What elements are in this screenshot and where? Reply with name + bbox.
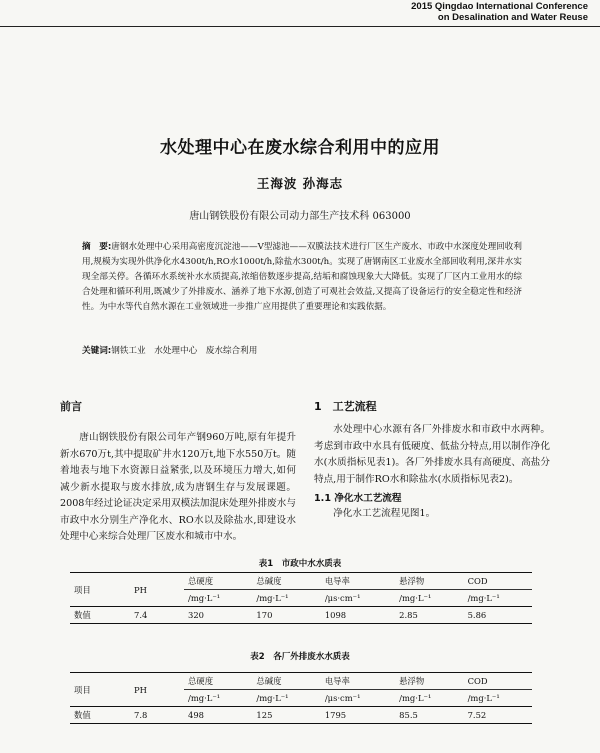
paper-authors: 王海波 孙海志 (256, 176, 344, 191)
process-paragraph: 水处理中心水源有各厂外排废水和市政中水两种。考虑到市政中水具有低硬度、低盐分特点,用以制作净化水(水质指标见表1)。各厂外排废水具有高硬度、高盐分特点,用于制作RO水和除盐水(水质指标见表2)。 (314, 424, 550, 485)
table1-unit-alkalinity: /mg·L⁻¹ (252, 590, 320, 607)
table1-value-cod: 5.86 (464, 607, 532, 624)
table2-value-suspended: 85.5 (395, 707, 463, 724)
table2-row-header: 项目 (70, 673, 130, 707)
intro-heading: 前言 (60, 400, 82, 413)
table1-col-hardness: 总硬度 (184, 573, 252, 590)
table2-col-cod: COD (464, 673, 532, 690)
table2-unit-conductivity: /μs·cm⁻¹ (321, 690, 395, 707)
table2-value-cod: 7.52 (464, 707, 532, 724)
keywords-label: 关键词: (82, 346, 112, 356)
table2-value-hardness: 498 (184, 707, 252, 724)
table2-ph-header: PH (130, 673, 184, 707)
table1-unit-conductivity: /μs·cm⁻¹ (321, 590, 395, 607)
keywords-text: 钢铁工业 水处理中心 废水综合利用 (111, 346, 258, 356)
process-subheading: 1.1 净化水工艺流程 (314, 493, 402, 504)
table1-row-header: 项目 (70, 573, 130, 607)
table2-col-alkalinity: 总碱度 (252, 673, 320, 690)
table2-caption: 表2 各厂外排废水水质表 (250, 652, 350, 662)
table2-value-alkalinity: 125 (252, 707, 320, 724)
table2-value-conductivity: 1795 (321, 707, 395, 724)
table1-col-cod: COD (464, 573, 532, 590)
conference-name-line2: on Desalination and Water Reuse (437, 12, 588, 23)
table2-col-conductivity: 电导率 (321, 673, 395, 690)
process-heading: 1 工艺流程 (314, 400, 377, 413)
table1-ph-header: PH (130, 573, 184, 607)
abstract-label: 摘 要: (82, 242, 112, 252)
table2-col-hardness: 总硬度 (184, 673, 252, 690)
table1-col-conductivity: 电导率 (321, 573, 395, 590)
table2-unit-hardness: /mg·L⁻¹ (184, 690, 252, 707)
table1-value-hardness: 320 (184, 607, 252, 624)
table1-caption: 表1 市政中水水质表 (258, 559, 342, 569)
paper-affiliation: 唐山钢铁股份有限公司动力部生产技术科 063000 (189, 211, 411, 222)
table1-value-label: 数值 (70, 607, 130, 624)
abstract-text: 唐钢水处理中心采用高密度沉淀池——V型滤池——双膜法技术进行厂区生产废水、市政中水深度处理回收利用,规模为实现外供净化水4300t/h,RO水1000t/h,除盐水300t/h。实现了唐钢南区工业废水全部回收利用,深井水实现全部关停。各循环水系统补水水质提高,浓缩倍数逐步提高,结垢和腐蚀现象大大降低。实现了厂区内工业用水的综合处理和循环利用,既减少了外排废水、涵养了地下水源,创造了可观社会效益,又提高了设备运行的安全稳定性和经济性。为中水等代自然水源在工业领域进一步推广应用提供了重要理论和实践依据。 (82, 242, 522, 312)
table1-col-suspended: 悬浮物 (395, 573, 463, 590)
table1-value-alkalinity: 170 (252, 607, 320, 624)
abstract (82, 240, 522, 315)
paper-title: 水处理中心在废水综合利用中的应用 (160, 138, 440, 158)
keywords (82, 344, 522, 356)
table1-unit-hardness: /mg·L⁻¹ (184, 590, 252, 607)
table2 (70, 672, 532, 724)
table1-unit-suspended: /mg·L⁻¹ (395, 590, 463, 607)
intro-paragraph: 唐山钢铁股份有限公司年产钢960万吨,原有年提升新水670万t,其中提取矿井水120万t,地下水550万t。随着地表与地下水资源日益紧张,以及环境压力增大,如何减少新水提取与废水排放,成为唐钢生存与发展课题。2008年经过论证决定采用双模法加混床处理外排废水与市政中水分别生产净化水、RO水以及除盐水,即建设水处理中心来综合处理厂区废水和城市中水。 (60, 432, 296, 542)
table2-value-ph: 7.8 (130, 707, 184, 724)
table1-unit-cod: /mg·L⁻¹ (464, 590, 532, 607)
table1-value-conductivity: 1098 (321, 607, 395, 624)
table1-col-alkalinity: 总碱度 (252, 573, 320, 590)
process-subparagraph: 净化水工艺流程见图1。 (333, 508, 436, 519)
conference-name-line1: 2015 Qingdao International Conference (411, 1, 588, 12)
table1-value-ph: 7.4 (130, 607, 184, 624)
table1 (70, 572, 532, 624)
table2-unit-cod: /mg·L⁻¹ (464, 690, 532, 707)
table2-unit-alkalinity: /mg·L⁻¹ (252, 690, 320, 707)
table2-col-suspended: 悬浮物 (395, 673, 463, 690)
table2-unit-suspended: /mg·L⁻¹ (395, 690, 463, 707)
table1-value-suspended: 2.85 (395, 607, 463, 624)
table2-value-label: 数值 (70, 707, 130, 724)
